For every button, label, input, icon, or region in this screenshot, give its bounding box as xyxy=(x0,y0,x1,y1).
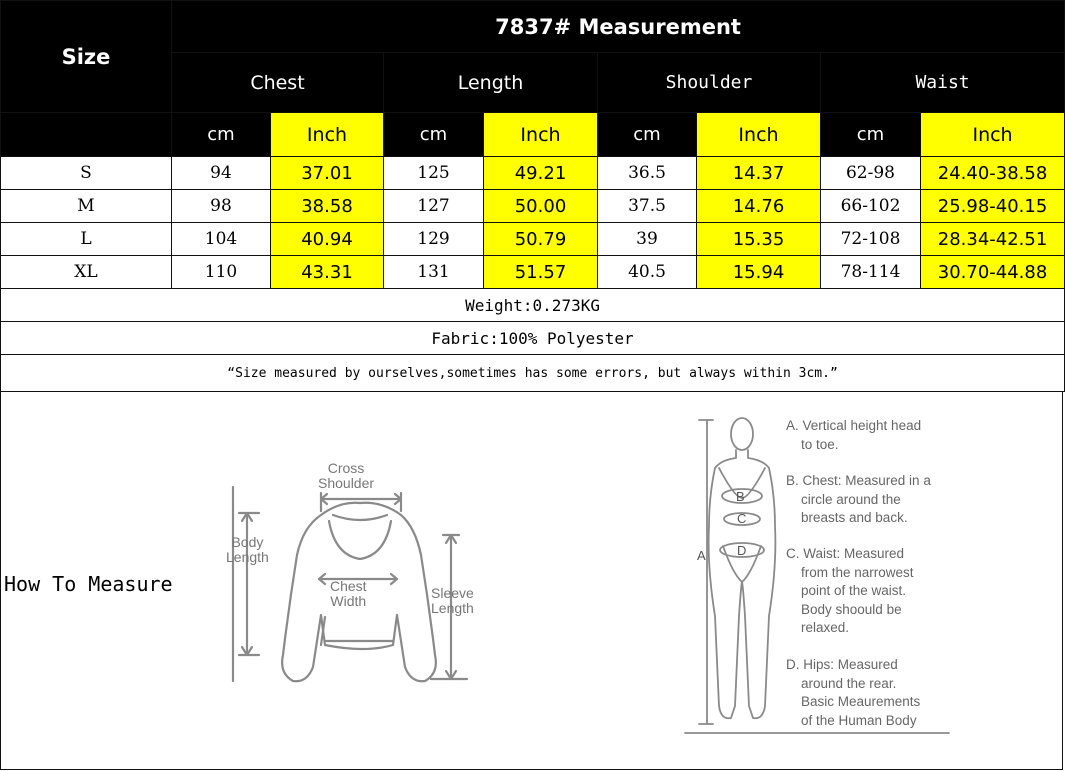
shoulder-inch-cell: 14.76 xyxy=(697,190,821,223)
chest-cm-cell: 104 xyxy=(172,223,271,256)
unit-inch: Inch xyxy=(697,113,821,157)
size-header-fill xyxy=(1,113,172,157)
measurement-note: “Size measured by ourselves,sometimes has some errors, but always within 3cm.” xyxy=(1,355,1065,392)
unit-cm: cm xyxy=(384,113,484,157)
table-title: 7837# Measurement xyxy=(172,1,1065,53)
waist-cm-cell: 62-98 xyxy=(821,157,921,190)
chest-cm-cell: 110 xyxy=(172,256,271,289)
shoulder-cm-cell: 37.5 xyxy=(598,190,697,223)
size-cell: XL xyxy=(1,256,172,289)
explanation-b: B. Chest: Measured in a circle around the breasts and back. xyxy=(786,473,931,525)
marker-d: D xyxy=(737,543,747,558)
size-cell: L xyxy=(1,223,172,256)
group-header-shoulder: Shoulder xyxy=(598,53,821,113)
chest-cm-cell: 98 xyxy=(172,190,271,223)
chest-inch-cell: 37.01 xyxy=(271,157,384,190)
size-cell: M xyxy=(1,190,172,223)
marker-a: A xyxy=(697,548,706,563)
length-inch-cell: 49.21 xyxy=(484,157,598,190)
waist-inch-cell: 30.70-44.88 xyxy=(921,256,1065,289)
waist-cm-cell: 78-114 xyxy=(821,256,921,289)
waist-inch-cell: 25.98-40.15 xyxy=(921,190,1065,223)
unit-cm: cm xyxy=(598,113,697,157)
explanation-a: A. Vertical height head to toe. xyxy=(786,418,922,452)
marker-c: C xyxy=(737,511,747,526)
group-header-length: Length xyxy=(384,53,598,113)
length-cm-cell: 131 xyxy=(384,256,484,289)
marker-b: B xyxy=(736,489,745,504)
body-length-label: Body Length xyxy=(226,534,269,565)
length-inch-cell: 51.57 xyxy=(484,256,598,289)
unit-inch: Inch xyxy=(921,113,1065,157)
shoulder-inch-cell: 15.35 xyxy=(697,223,821,256)
length-cm-cell: 129 xyxy=(384,223,484,256)
length-inch-cell: 50.79 xyxy=(484,223,598,256)
shoulder-inch-cell: 15.94 xyxy=(697,256,821,289)
chest-inch-cell: 40.94 xyxy=(271,223,384,256)
shoulder-cm-cell: 39 xyxy=(598,223,697,256)
group-header-chest: Chest xyxy=(172,53,384,113)
table-row xyxy=(1,190,1065,223)
waist-inch-cell: 24.40-38.58 xyxy=(921,157,1065,190)
table-row xyxy=(1,256,1065,289)
shoulder-cm-cell: 40.5 xyxy=(598,256,697,289)
explanation-c: C. Waist: Measured from the narrowest point of the waist. Body shoould be relaxed. xyxy=(786,546,914,635)
fabric-info: Fabric:100% Polyester xyxy=(1,322,1065,355)
explanation-d: D. Hips: Measured around the rear. Basic Meaurements of the Human Body xyxy=(786,657,921,728)
unit-inch: Inch xyxy=(484,113,598,157)
chest-inch-cell: 38.58 xyxy=(271,190,384,223)
sleeve-length-label: Sleeve Length xyxy=(431,585,474,616)
weight-info: Weight:0.273KG xyxy=(1,289,1065,322)
waist-cm-cell: 72-108 xyxy=(821,223,921,256)
group-header-waist: Waist xyxy=(821,53,1065,113)
table-row xyxy=(1,157,1065,190)
unit-inch: Inch xyxy=(271,113,384,157)
table-row xyxy=(1,223,1065,256)
chest-width-label: Chest Width xyxy=(330,578,367,609)
cross-shoulder-label: Cross Shoulder xyxy=(318,460,375,491)
shoulder-cm-cell: 36.5 xyxy=(598,157,697,190)
waist-inch-cell: 28.34-42.51 xyxy=(921,223,1065,256)
chest-inch-cell: 43.31 xyxy=(271,256,384,289)
size-cell: S xyxy=(1,157,172,190)
size-header: Size xyxy=(1,1,172,113)
length-cm-cell: 127 xyxy=(384,190,484,223)
chest-cm-cell: 94 xyxy=(172,157,271,190)
how-to-measure-label: How To Measure xyxy=(4,572,173,596)
unit-cm: cm xyxy=(172,113,271,157)
waist-cm-cell: 66-102 xyxy=(821,190,921,223)
shoulder-inch-cell: 14.37 xyxy=(697,157,821,190)
unit-cm: cm xyxy=(821,113,921,157)
length-inch-cell: 50.00 xyxy=(484,190,598,223)
length-cm-cell: 125 xyxy=(384,157,484,190)
